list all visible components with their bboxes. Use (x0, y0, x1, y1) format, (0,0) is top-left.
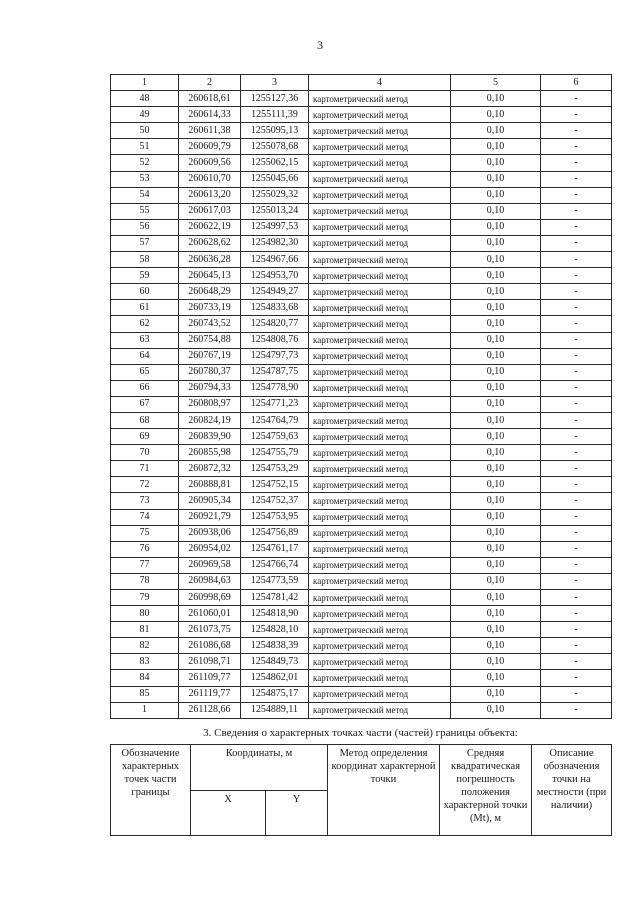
error-cell: 0,10 (451, 380, 541, 396)
x-coordinate-cell: 260767,19 (179, 348, 241, 364)
table-row (111, 187, 612, 203)
x-coordinate-cell: 260794,33 (179, 380, 241, 396)
error-cell: 0,10 (451, 348, 541, 364)
x-coordinate-cell: 261073,75 (179, 622, 241, 638)
table-row (111, 573, 612, 589)
description-cell: - (541, 638, 612, 654)
y-coordinate-cell: 1254764,79 (241, 412, 309, 428)
point-number-cell: 71 (111, 461, 179, 477)
x-coordinate-cell: 261109,77 (179, 670, 241, 686)
point-number-cell: 1 (111, 702, 179, 718)
table-row (111, 525, 612, 541)
table-row (111, 171, 612, 187)
y-coordinate-cell: 1254838,39 (241, 638, 309, 654)
table-row (111, 268, 612, 284)
error-cell: 0,10 (451, 509, 541, 525)
method-cell: картометрический метод (309, 557, 451, 573)
method-cell: картометрический метод (309, 654, 451, 670)
description-cell: - (541, 219, 612, 235)
point-number-cell: 72 (111, 477, 179, 493)
point-number-cell: 70 (111, 445, 179, 461)
method-cell: картометрический метод (309, 412, 451, 428)
error-cell: 0,10 (451, 686, 541, 702)
method-cell: картометрический метод (309, 380, 451, 396)
table-row (111, 300, 612, 316)
description-cell: - (541, 686, 612, 702)
error-cell: 0,10 (451, 107, 541, 123)
point-number-cell: 68 (111, 412, 179, 428)
method-cell: картометрический метод (309, 91, 451, 107)
y-coordinate-cell: 1254773,59 (241, 573, 309, 589)
table-row (111, 622, 612, 638)
point-number-cell: 57 (111, 235, 179, 251)
y-coordinate-cell: 1254820,77 (241, 316, 309, 332)
description-cell: - (541, 364, 612, 380)
table-row (111, 638, 612, 654)
coordinates-table (110, 74, 612, 719)
part-table-header-row (111, 745, 612, 791)
description-cell: - (541, 412, 612, 428)
method-cell: картометрический метод (309, 155, 451, 171)
x-coordinate-cell: 260872,32 (179, 461, 241, 477)
description-cell: - (541, 557, 612, 573)
point-number-cell: 52 (111, 155, 179, 171)
error-cell: 0,10 (451, 702, 541, 718)
error-cell: 0,10 (451, 235, 541, 251)
point-number-cell: 51 (111, 139, 179, 155)
error-cell: 0,10 (451, 461, 541, 477)
table-row (111, 203, 612, 219)
point-number-cell: 79 (111, 590, 179, 606)
method-cell: картометрический метод (309, 461, 451, 477)
x-coordinate-cell: 260645,13 (179, 268, 241, 284)
point-number-cell: 55 (111, 203, 179, 219)
point-number-cell: 69 (111, 429, 179, 445)
y-coordinate-cell: 1254849,73 (241, 654, 309, 670)
error-cell: 0,10 (451, 412, 541, 428)
table-row (111, 107, 612, 123)
point-number-cell: 84 (111, 670, 179, 686)
y-coordinate-cell: 1254752,37 (241, 493, 309, 509)
point-number-cell: 67 (111, 396, 179, 412)
point-number-cell: 82 (111, 638, 179, 654)
description-cell: - (541, 396, 612, 412)
header-cell: 1 (111, 75, 179, 91)
method-cell: картометрический метод (309, 590, 451, 606)
point-number-cell: 76 (111, 541, 179, 557)
point-number-cell: 63 (111, 332, 179, 348)
description-cell: - (541, 573, 612, 589)
method-cell: картометрический метод (309, 396, 451, 412)
point-number-cell: 83 (111, 654, 179, 670)
coordinates-header: Координаты, м (191, 745, 328, 791)
y-header: Y (266, 790, 328, 836)
table-row (111, 590, 612, 606)
point-number-cell: 62 (111, 316, 179, 332)
method-cell: картометрический метод (309, 364, 451, 380)
method-cell: картометрический метод (309, 445, 451, 461)
error-cell: 0,10 (451, 252, 541, 268)
error-cell: 0,10 (451, 477, 541, 493)
x-coordinate-cell: 260622,19 (179, 219, 241, 235)
table-row (111, 284, 612, 300)
section-3-title: 3. Сведения о характерных точках части (частей) границы объекта: (203, 727, 518, 739)
y-coordinate-cell: 1255111,39 (241, 107, 309, 123)
description-cell: - (541, 509, 612, 525)
table-row (111, 139, 612, 155)
point-number-cell: 74 (111, 509, 179, 525)
y-coordinate-cell: 1254967,66 (241, 252, 309, 268)
table-row (111, 316, 612, 332)
point-number-cell: 81 (111, 622, 179, 638)
table-row (111, 123, 612, 139)
error-cell: 0,10 (451, 445, 541, 461)
x-coordinate-cell: 260780,37 (179, 364, 241, 380)
x-coordinate-cell: 260610,70 (179, 171, 241, 187)
point-number-cell: 54 (111, 187, 179, 203)
table-row (111, 686, 612, 702)
error-cell: 0,10 (451, 364, 541, 380)
description-cell: - (541, 171, 612, 187)
x-coordinate-cell: 261086,68 (179, 638, 241, 654)
description-cell: - (541, 429, 612, 445)
y-coordinate-cell: 1255029,32 (241, 187, 309, 203)
part-boundary-points-table (110, 744, 612, 836)
x-coordinate-cell: 260743,52 (179, 316, 241, 332)
table-row (111, 252, 612, 268)
x-coordinate-cell: 261119,77 (179, 686, 241, 702)
x-coordinate-cell: 260954,02 (179, 541, 241, 557)
table-row (111, 412, 612, 428)
description-cell: - (541, 606, 612, 622)
header-cell: 2 (179, 75, 241, 91)
error-cell: 0,10 (451, 171, 541, 187)
table-row (111, 541, 612, 557)
method-cell: картометрический метод (309, 316, 451, 332)
table-row (111, 702, 612, 718)
error-cell: 0,10 (451, 155, 541, 171)
x-coordinate-cell: 260855,98 (179, 445, 241, 461)
description-cell: - (541, 348, 612, 364)
description-cell: - (541, 445, 612, 461)
method-cell: картометрический метод (309, 171, 451, 187)
method-cell: картометрический метод (309, 123, 451, 139)
method-cell: картометрический метод (309, 300, 451, 316)
x-coordinate-cell: 260754,88 (179, 332, 241, 348)
point-number-cell: 59 (111, 268, 179, 284)
x-coordinate-cell: 260969,58 (179, 557, 241, 573)
description-cell: - (541, 461, 612, 477)
error-cell: 0,10 (451, 316, 541, 332)
error-cell: 0,10 (451, 670, 541, 686)
y-coordinate-cell: 1254756,89 (241, 525, 309, 541)
x-coordinate-cell: 260609,79 (179, 139, 241, 155)
description-cell: - (541, 300, 612, 316)
point-number-cell: 78 (111, 573, 179, 589)
description-cell: - (541, 380, 612, 396)
y-coordinate-cell: 1255095,13 (241, 123, 309, 139)
error-cell: 0,10 (451, 139, 541, 155)
x-coordinate-cell: 260733,19 (179, 300, 241, 316)
description-cell: - (541, 155, 612, 171)
x-coordinate-cell: 260984,63 (179, 573, 241, 589)
description-cell: - (541, 252, 612, 268)
table-row (111, 348, 612, 364)
method-cell: картометрический метод (309, 429, 451, 445)
y-coordinate-cell: 1255013,24 (241, 203, 309, 219)
header-cell: 4 (309, 75, 451, 91)
x-coordinate-cell: 260808,97 (179, 396, 241, 412)
description-cell: - (541, 123, 612, 139)
description-cell: - (541, 332, 612, 348)
method-cell: картометрический метод (309, 219, 451, 235)
point-number-cell: 66 (111, 380, 179, 396)
description-cell: - (541, 316, 612, 332)
description-cell: - (541, 525, 612, 541)
y-coordinate-cell: 1254787,75 (241, 364, 309, 380)
point-number-cell: 85 (111, 686, 179, 702)
y-coordinate-cell: 1254982,30 (241, 235, 309, 251)
description-cell: - (541, 590, 612, 606)
x-coordinate-cell: 260613,20 (179, 187, 241, 203)
error-cell: 0,10 (451, 332, 541, 348)
table-row (111, 235, 612, 251)
method-cell: картометрический метод (309, 702, 451, 718)
point-number-cell: 56 (111, 219, 179, 235)
coordinates-table-body (111, 75, 612, 719)
description-cell: - (541, 139, 612, 155)
table-row (111, 445, 612, 461)
method-cell: картометрический метод (309, 348, 451, 364)
description-cell: - (541, 493, 612, 509)
description-cell: - (541, 91, 612, 107)
y-coordinate-cell: 1255062,15 (241, 155, 309, 171)
method-cell: картометрический метод (309, 268, 451, 284)
table-row (111, 396, 612, 412)
point-number-cell: 73 (111, 493, 179, 509)
description-cell: - (541, 477, 612, 493)
method-cell: картометрический метод (309, 107, 451, 123)
point-number-cell: 49 (111, 107, 179, 123)
method-cell: картометрический метод (309, 509, 451, 525)
error-cell: 0,10 (451, 187, 541, 203)
y-coordinate-cell: 1255045,66 (241, 171, 309, 187)
x-coordinate-cell: 260614,33 (179, 107, 241, 123)
y-coordinate-cell: 1254781,42 (241, 590, 309, 606)
method-cell: картометрический метод (309, 541, 451, 557)
x-coordinate-cell: 261098,71 (179, 654, 241, 670)
description-cell: - (541, 702, 612, 718)
error-cell: 0,10 (451, 429, 541, 445)
method-cell: картометрический метод (309, 252, 451, 268)
x-coordinate-cell: 260824,19 (179, 412, 241, 428)
description-cell: - (541, 203, 612, 219)
method-cell: картометрический метод (309, 525, 451, 541)
y-coordinate-cell: 1254833,68 (241, 300, 309, 316)
error-cell: 0,10 (451, 219, 541, 235)
method-cell: картометрический метод (309, 573, 451, 589)
point-number-cell: 50 (111, 123, 179, 139)
error-cell: 0,10 (451, 123, 541, 139)
point-number-cell: 80 (111, 606, 179, 622)
table-row (111, 380, 612, 396)
x-coordinate-cell: 260636,28 (179, 252, 241, 268)
description-cell: - (541, 284, 612, 300)
description-cell: - (541, 235, 612, 251)
description-header: Описание обозначения точки на местности (при наличии) (532, 745, 612, 836)
y-coordinate-cell: 1254828,10 (241, 622, 309, 638)
method-cell: картометрический метод (309, 235, 451, 251)
x-coordinate-cell: 261128,66 (179, 702, 241, 718)
error-cell: 0,10 (451, 396, 541, 412)
error-header: Средняя квадратическая погрешность положения характерной точки (Mt), м (440, 745, 532, 836)
y-coordinate-cell: 1254753,95 (241, 509, 309, 525)
error-cell: 0,10 (451, 557, 541, 573)
point-number-cell: 58 (111, 252, 179, 268)
point-number-cell: 60 (111, 284, 179, 300)
method-cell: картометрический метод (309, 139, 451, 155)
error-cell: 0,10 (451, 493, 541, 509)
point-number-cell: 64 (111, 348, 179, 364)
table-row (111, 429, 612, 445)
y-coordinate-cell: 1254949,27 (241, 284, 309, 300)
error-cell: 0,10 (451, 91, 541, 107)
point-number-cell: 61 (111, 300, 179, 316)
x-coordinate-cell: 260611,38 (179, 123, 241, 139)
x-coordinate-cell: 261060,01 (179, 606, 241, 622)
error-cell: 0,10 (451, 268, 541, 284)
x-coordinate-cell: 260938,06 (179, 525, 241, 541)
method-cell: картометрический метод (309, 187, 451, 203)
error-cell: 0,10 (451, 654, 541, 670)
x-coordinate-cell: 260628,62 (179, 235, 241, 251)
header-cell: 6 (541, 75, 612, 91)
method-header: Метод определения координат характерной точки (328, 745, 440, 836)
description-cell: - (541, 670, 612, 686)
description-cell: - (541, 268, 612, 284)
point-number-cell: 65 (111, 364, 179, 380)
method-cell: картометрический метод (309, 686, 451, 702)
x-coordinate-cell: 260888,81 (179, 477, 241, 493)
y-coordinate-cell: 1254997,53 (241, 219, 309, 235)
table-row (111, 477, 612, 493)
x-coordinate-cell: 260905,34 (179, 493, 241, 509)
table-row (111, 461, 612, 477)
x-coordinate-cell: 260921,79 (179, 509, 241, 525)
y-coordinate-cell: 1254808,76 (241, 332, 309, 348)
method-cell: картометрический метод (309, 284, 451, 300)
table-row (111, 219, 612, 235)
x-coordinate-cell: 260648,29 (179, 284, 241, 300)
y-coordinate-cell: 1254818,90 (241, 606, 309, 622)
y-coordinate-cell: 1255127,36 (241, 91, 309, 107)
method-cell: картометрический метод (309, 638, 451, 654)
table-row (111, 91, 612, 107)
description-cell: - (541, 541, 612, 557)
error-cell: 0,10 (451, 573, 541, 589)
method-cell: картометрический метод (309, 670, 451, 686)
x-coordinate-cell: 260839,90 (179, 429, 241, 445)
table-row (111, 509, 612, 525)
y-coordinate-cell: 1254753,29 (241, 461, 309, 477)
y-coordinate-cell: 1254875,17 (241, 686, 309, 702)
y-coordinate-cell: 1254889,11 (241, 702, 309, 718)
header-cell: 3 (241, 75, 309, 91)
table-row (111, 364, 612, 380)
description-cell: - (541, 187, 612, 203)
method-cell: картометрический метод (309, 203, 451, 219)
y-coordinate-cell: 1254953,70 (241, 268, 309, 284)
error-cell: 0,10 (451, 638, 541, 654)
x-coordinate-cell: 260617,03 (179, 203, 241, 219)
error-cell: 0,10 (451, 525, 541, 541)
table-header-row (111, 75, 612, 91)
y-coordinate-cell: 1255078,68 (241, 139, 309, 155)
table-row (111, 606, 612, 622)
method-cell: картометрический метод (309, 622, 451, 638)
description-cell: - (541, 654, 612, 670)
table-row (111, 493, 612, 509)
error-cell: 0,10 (451, 606, 541, 622)
method-cell: картометрический метод (309, 606, 451, 622)
x-coordinate-cell: 260618,61 (179, 91, 241, 107)
table-row (111, 332, 612, 348)
point-number-cell: 48 (111, 91, 179, 107)
table-row (111, 155, 612, 171)
method-cell: картометрический метод (309, 493, 451, 509)
error-cell: 0,10 (451, 284, 541, 300)
y-coordinate-cell: 1254755,79 (241, 445, 309, 461)
y-coordinate-cell: 1254766,74 (241, 557, 309, 573)
y-coordinate-cell: 1254778,90 (241, 380, 309, 396)
error-cell: 0,10 (451, 541, 541, 557)
x-coordinate-cell: 260998,69 (179, 590, 241, 606)
point-number-cell: 77 (111, 557, 179, 573)
error-cell: 0,10 (451, 203, 541, 219)
y-coordinate-cell: 1254752,15 (241, 477, 309, 493)
y-coordinate-cell: 1254771,23 (241, 396, 309, 412)
description-cell: - (541, 622, 612, 638)
error-cell: 0,10 (451, 300, 541, 316)
table-row (111, 557, 612, 573)
y-coordinate-cell: 1254761,17 (241, 541, 309, 557)
point-number-cell: 75 (111, 525, 179, 541)
page-number: 3 (317, 38, 323, 52)
table-row (111, 670, 612, 686)
table-row (111, 654, 612, 670)
error-cell: 0,10 (451, 622, 541, 638)
header-cell: 5 (451, 75, 541, 91)
y-coordinate-cell: 1254759,63 (241, 429, 309, 445)
error-cell: 0,10 (451, 590, 541, 606)
x-header: X (191, 790, 266, 836)
y-coordinate-cell: 1254862,01 (241, 670, 309, 686)
designation-header: Обозначение характерных точек части границы (111, 745, 191, 836)
y-coordinate-cell: 1254797,73 (241, 348, 309, 364)
method-cell: картометрический метод (309, 332, 451, 348)
point-number-cell: 53 (111, 171, 179, 187)
description-cell: - (541, 107, 612, 123)
x-coordinate-cell: 260609,56 (179, 155, 241, 171)
method-cell: картометрический метод (309, 477, 451, 493)
